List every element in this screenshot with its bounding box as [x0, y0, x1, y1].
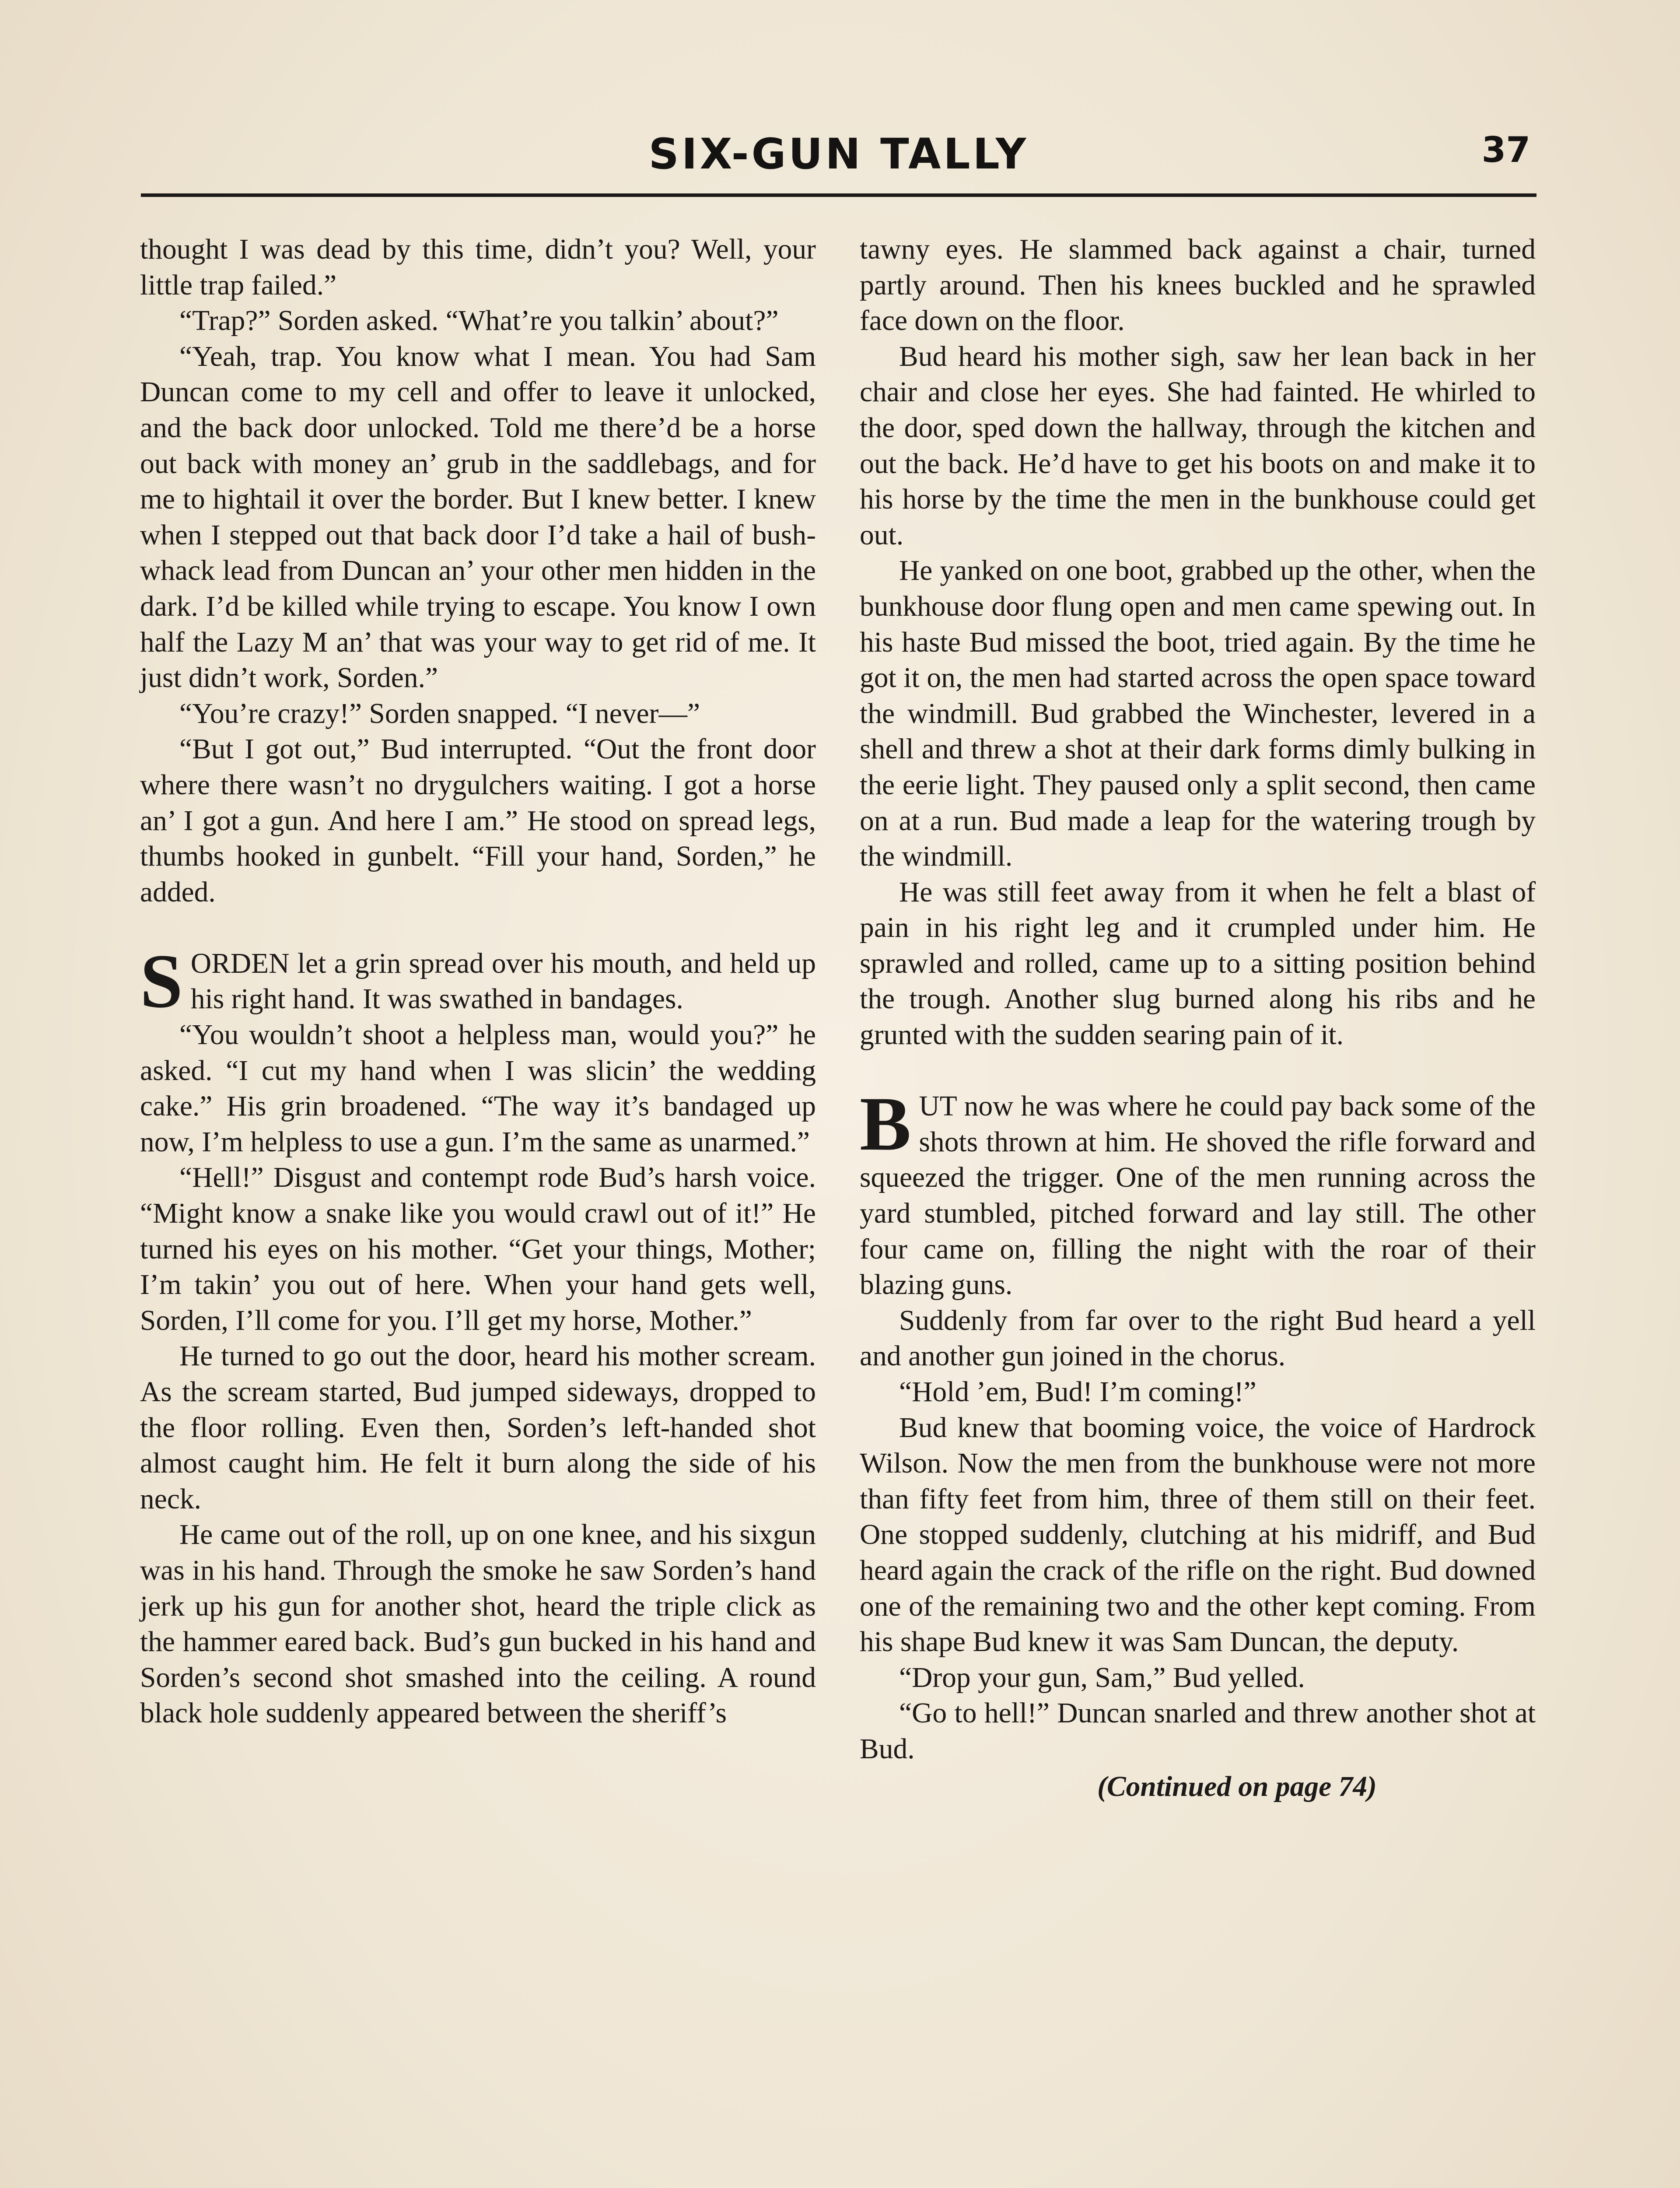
- paragraph: “Hold ’em, Bud! I’m coming!”: [899, 1376, 1256, 1408]
- paragraph: tawny eyes. He slammed back against a chair, turned partly around. Then his knees buckled and he sprawled face down on the floor.: [860, 234, 1536, 337]
- paragraph: He came out of the roll, up on one knee, and his sixgun was in his hand. Through the smoke he saw Sorden’s hand jerk up his gun for another shot, heard the triple click as the hammer eared back. Bud’s gun bucked in his hand and Sorden’s second shot smashed into the ceiling. A round black hole suddenly appeared between the sheriff’s: [140, 1519, 816, 1729]
- paragraph: thought I was dead by this time, didn’t you? Well, your little trap failed.”: [140, 234, 816, 301]
- section-opening-paragraph: [140, 938, 816, 1024]
- paragraph: Bud heard his mother sigh, saw her lean back in her chair and close her eyes. She had fainted. He whirled to the door, sped down the hallway, through the kitchen and out the back. He’d have to get his boots on and make it to his horse by the time the men in the bunkhouse could get out.: [860, 340, 1536, 551]
- running-title: SIX-GUN TALLY: [648, 130, 1029, 179]
- left-column: [140, 232, 816, 1732]
- paragraph: “Trap?” Sorden asked. “What’re you talkin’ about?”: [179, 305, 779, 337]
- paragraph-text: ORDEN let a grin spread over his mouth, and held up his right hand. It was swathed in bandages.: [190, 947, 816, 1015]
- paragraph: “Go to hell!” Duncan snarled and threw another shot at Bud.: [860, 1697, 1536, 1765]
- section-opening-paragraph: [860, 1081, 1536, 1303]
- drop-cap: B: [860, 1081, 911, 1167]
- paragraph: “Hell!” Disgust and contempt rode Bud’s harsh voice. “Might know a snake like you would crawl out of it!” He turned his eyes on his mother. “Get your things, Mother; I’m takin’ you out of here. When your hand gets well, Sorden, I’ll come for you. I’ll get my horse, Mother.”: [140, 1162, 816, 1336]
- paragraph: “Yeah, trap. You know what I mean. You had Sam Duncan come to my cell and offer to leave it unlocked, and the back door unlocked. Told me there’d be a horse out back with money an’ grub in the saddlebags, and for me to hightail it over the border. But I knew better. I knew when I stepped out that back door I’d take a hail of bushwhack lead from Duncan an’ your other men hidden in the dark. I’d be killed while trying to escape. You know I own half the Lazy M an’ that was your way to get rid of me. It just didn’t work, Sorden.”: [140, 340, 816, 694]
- paragraph: He yanked on one boot, grabbed up the other, when the bunkhouse door flung open and men came spewing out. In his haste Bud missed the boot, tried again. By the time he got it on, the men had started across the open space toward the windmill. Bud grabbed the Winchester, levered in a shell and threw a shot at their dark forms dimly bulking in the eerie light. They paused only a split second, then came on at a run. Bud made a leap for the watering trough by the windmill.: [860, 555, 1536, 873]
- paragraph-text: UT now he was where he could pay back some of the shots thrown at him. He shoved the rifle forward and squeezed the trigger. One of the men running across the yard stumbled, pitched forward and lay still. The other four came on, filling the night with the roar of their blazing guns.: [860, 1090, 1536, 1301]
- right-column: [860, 232, 1536, 1805]
- continued-note: (Continued on page 74): [1097, 1771, 1377, 1802]
- page-number: 37: [1481, 130, 1530, 170]
- paragraph: Bud knew that booming voice, the voice of Hardrock Wilson. Now the men from the bunkhouse were not more than fifty feet from him, three of them still on their feet. One stopped suddenly, clutching at his midriff, and Bud heard again the crack of the rifle on the right. Bud downed one of the remaining two and the other kept coming. From his shape Bud knew it was Sam Duncan, the deputy.: [860, 1412, 1536, 1658]
- paragraph: He turned to go out the door, heard his mother scream. As the scream started, Bud jumped sideways, dropped to the floor rolling. Even then, Sorden’s left-handed shot almost caught him. He felt it burn along the side of his neck.: [140, 1340, 816, 1515]
- page-header: [141, 123, 1536, 197]
- paragraph: Suddenly from far over to the right Bud heard a yell and another gun joined in the chorus.: [860, 1304, 1536, 1372]
- paragraph: “You’re crazy!” Sorden snapped. “I never—”: [179, 698, 700, 729]
- paragraph: He was still feet away from it when he felt a blast of pain in his right leg and it crumpled under him. He sprawled and rolled, came up to a sitting position behind the trough. Another slug burned along his ribs and he grunted with the sudden searing pain of it.: [860, 876, 1536, 1051]
- paragraph: “You wouldn’t shoot a helpless man, would you?” he asked. “I cut my hand when I was slicin’ the wedding cake.” His grin broadened. “The way it’s bandaged up now, I’m helpless to use a gun. I’m the same as unarmed.”: [140, 1019, 816, 1158]
- paragraph: “But I got out,” Bud interrupted. “Out the front door where there wasn’t no drygulchers waiting. I got a horse an’ I got a gun. And here I am.” He stood on spread legs, thumbs hooked in gunbelt. “Fill your hand, Sorden,” he added.: [140, 733, 816, 908]
- drop-cap: S: [140, 938, 183, 1024]
- paragraph: “Drop your gun, Sam,” Bud yelled.: [899, 1662, 1305, 1694]
